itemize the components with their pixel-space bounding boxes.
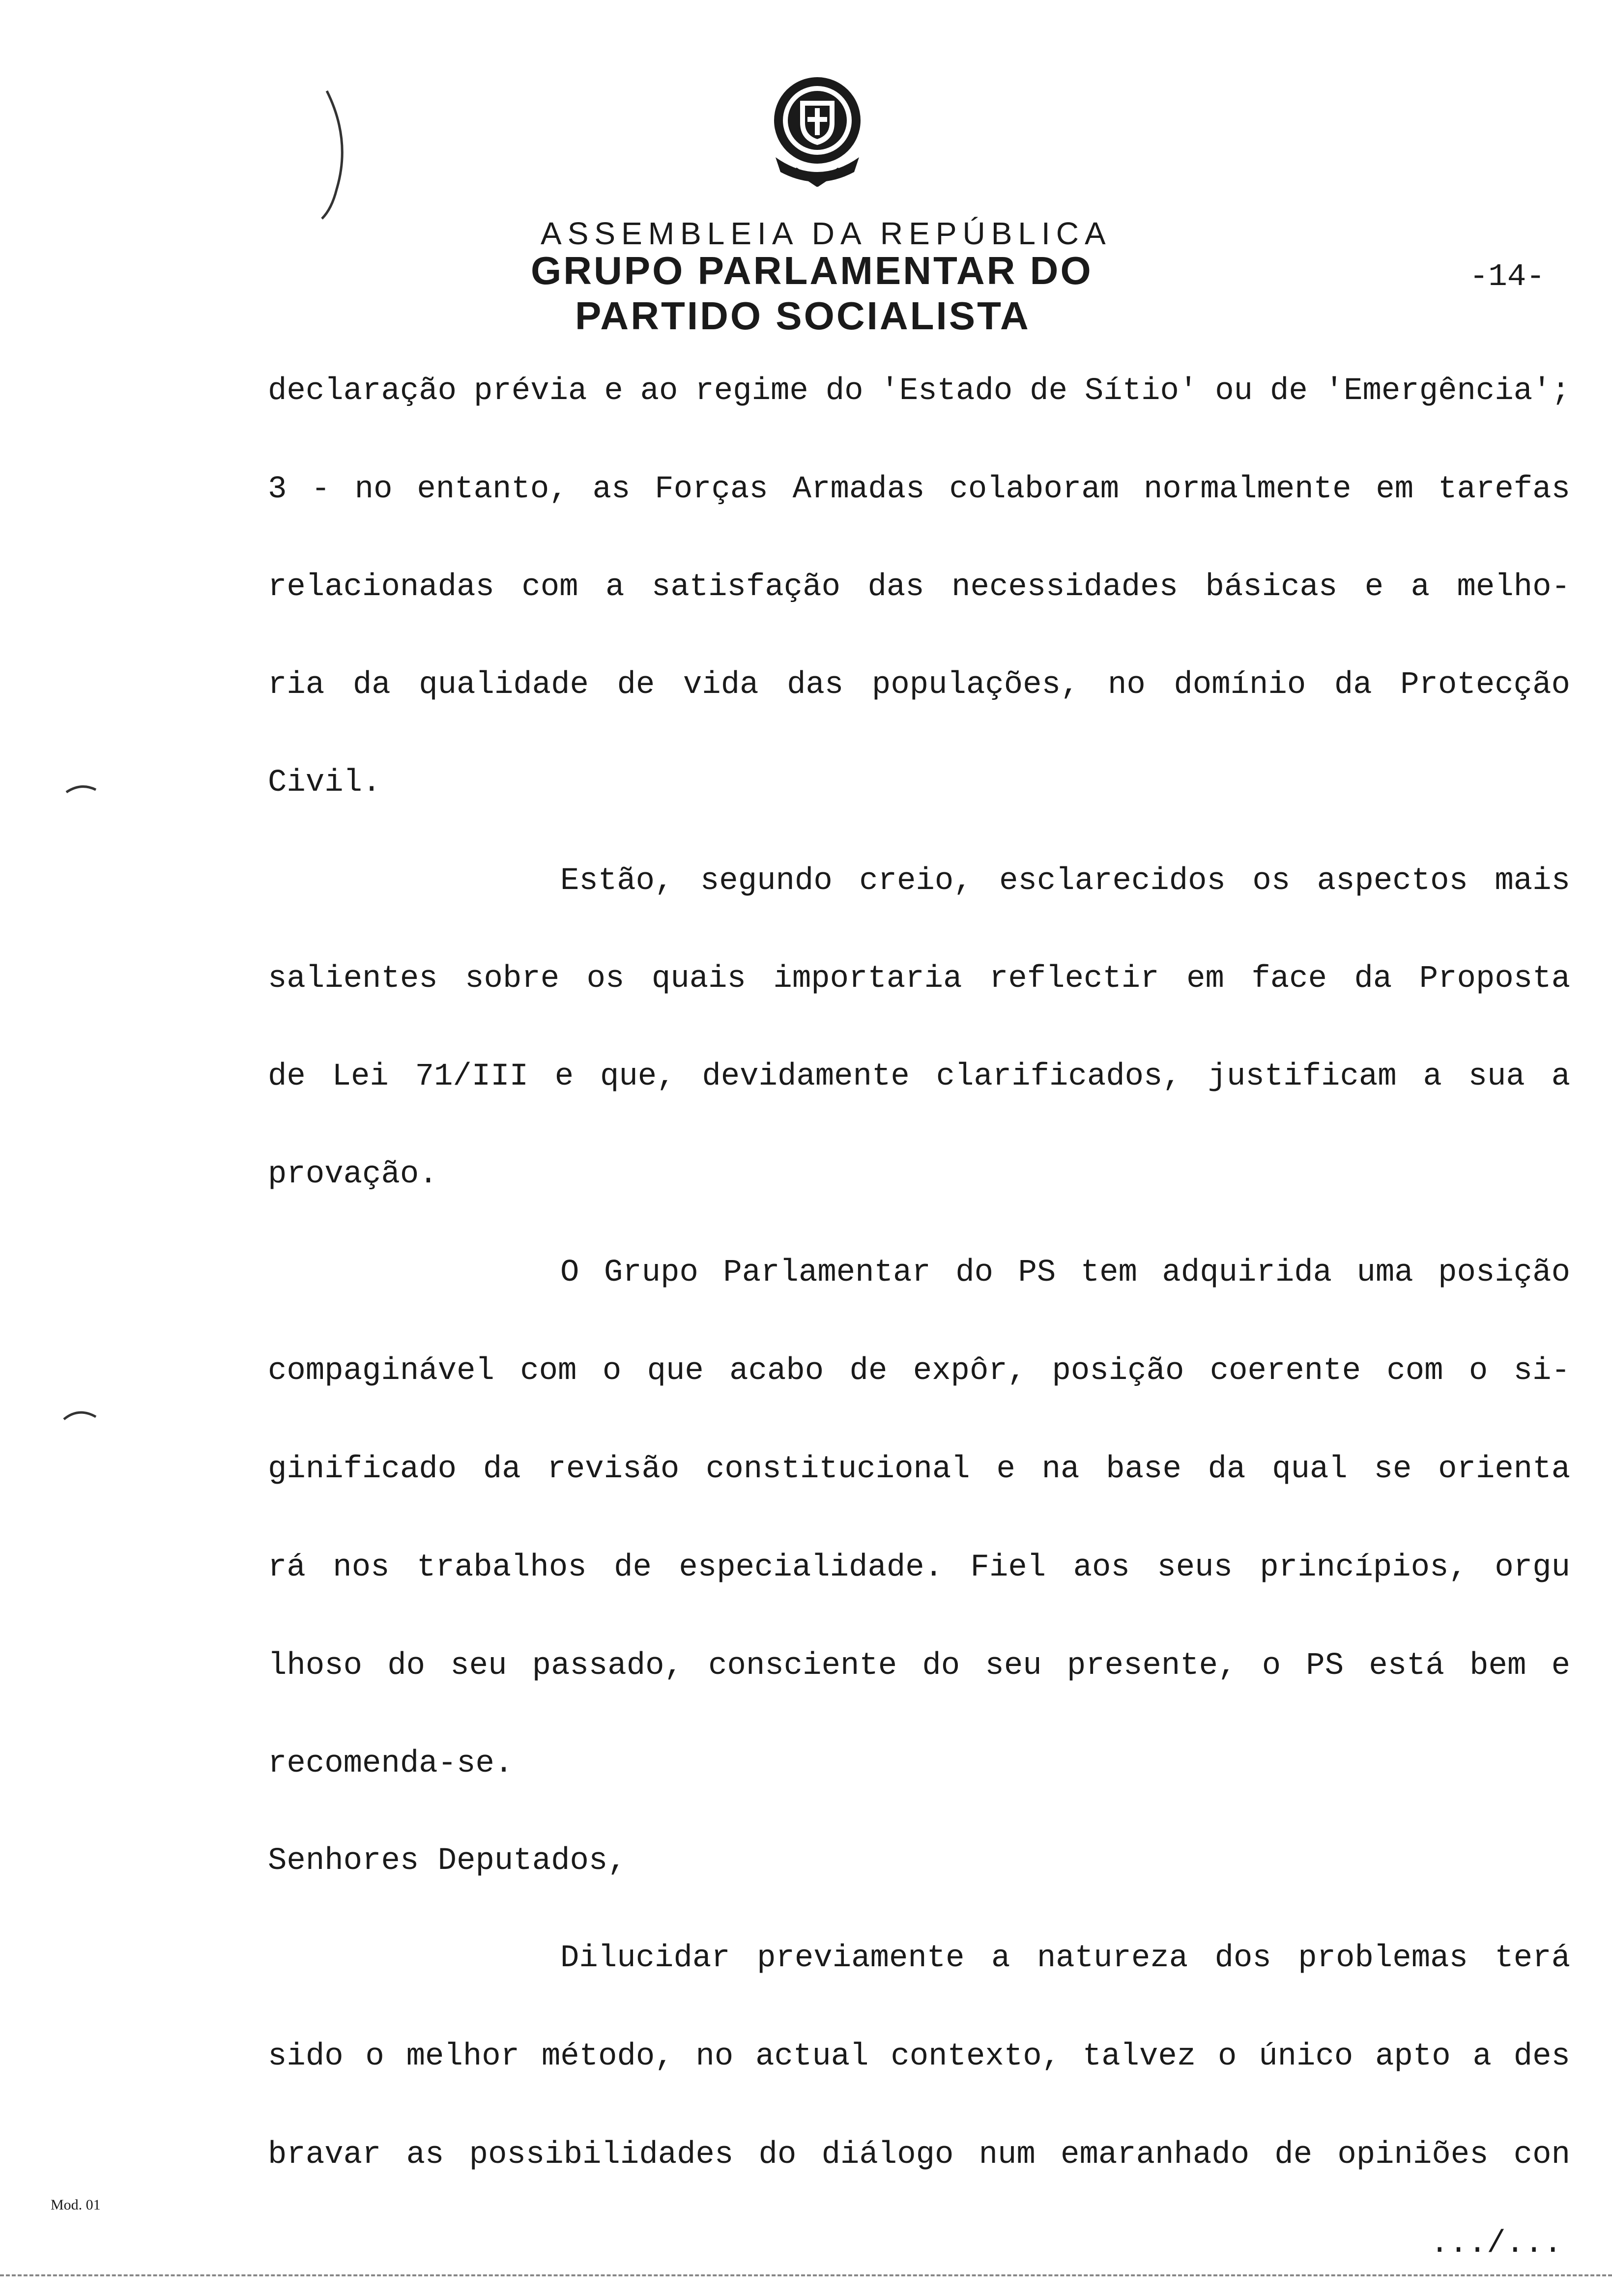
word: domínio <box>1174 667 1306 703</box>
word: natureza <box>1036 1941 1188 1976</box>
word: entanto, <box>417 472 568 507</box>
header-assembly-name: ASSEMBLEIA DA REPÚBLICA <box>541 216 1112 251</box>
word: posição <box>1052 1353 1184 1389</box>
text-line <box>560 861 1570 901</box>
bottom-edge-rule <box>0 2274 1612 2276</box>
word: Proposta <box>1419 961 1570 997</box>
text-line <box>268 470 1570 509</box>
word: no <box>1107 667 1146 703</box>
word: bravar <box>268 2137 381 2173</box>
text-line: recomenda-se. <box>268 1746 514 1781</box>
text-line <box>268 2135 1570 2175</box>
word: se <box>1374 1452 1412 1487</box>
word: 71/III <box>415 1059 528 1094</box>
word: adquirida <box>1162 1255 1332 1291</box>
word: do <box>825 373 864 409</box>
word: apto <box>1375 2039 1451 2074</box>
word: ao <box>640 373 678 409</box>
word: con <box>1513 2137 1570 2173</box>
word: talvez <box>1082 2039 1196 2074</box>
word: a <box>1472 2039 1492 2074</box>
word: melhor <box>406 2039 520 2074</box>
word: des <box>1513 2039 1570 2074</box>
word: populações, <box>871 667 1080 703</box>
text-line <box>268 1548 1570 1587</box>
word: Lei <box>332 1059 389 1094</box>
word: e <box>1551 1648 1570 1684</box>
word: esclarecidos <box>999 863 1226 899</box>
word: justificam <box>1208 1059 1397 1094</box>
word: aos <box>1073 1550 1130 1585</box>
word: que, <box>600 1059 676 1094</box>
word: possibilidades <box>469 2137 734 2173</box>
word: bem <box>1469 1648 1526 1684</box>
word: satisfação <box>651 570 840 605</box>
word: constitucional <box>706 1452 970 1487</box>
word: da <box>1334 667 1372 703</box>
word: face <box>1251 961 1327 997</box>
word: de <box>1269 373 1308 409</box>
word: PS <box>1018 1255 1056 1291</box>
word: da <box>1208 1452 1246 1487</box>
word: a <box>605 570 625 605</box>
word: rá <box>268 1550 306 1585</box>
word: as <box>406 2137 444 2173</box>
word: a <box>991 1941 1010 1976</box>
word: com <box>520 1353 577 1389</box>
word: opiniões <box>1337 2137 1489 2173</box>
word: posição <box>1438 1255 1570 1291</box>
text-line: provação. <box>268 1157 438 1192</box>
word: o <box>365 2039 384 2074</box>
word: Protecção <box>1400 667 1570 703</box>
word: previamente <box>757 1941 965 1976</box>
text-line <box>268 665 1570 705</box>
word: orgu <box>1495 1550 1570 1585</box>
page-number: -14- <box>1469 259 1545 295</box>
word: tarefas <box>1438 472 1570 507</box>
word: especialidade. <box>679 1550 944 1585</box>
word: segundo <box>700 863 833 899</box>
word: em <box>1376 472 1414 507</box>
word: de <box>617 667 655 703</box>
word: orienta <box>1438 1452 1570 1487</box>
word: e <box>604 373 623 409</box>
portuguese-coat-of-arms-icon <box>766 74 869 187</box>
word: consciente <box>708 1648 897 1684</box>
word: prévia <box>473 373 587 409</box>
word: os <box>1252 863 1291 899</box>
word: dos <box>1214 1941 1271 1976</box>
word: e <box>554 1059 574 1094</box>
word: nos <box>333 1550 390 1585</box>
word: com <box>1386 1353 1443 1389</box>
margin-tick-mark <box>61 1406 98 1423</box>
margin-bracket-mark <box>315 86 354 224</box>
text-line <box>268 568 1570 607</box>
word: declaração <box>268 373 457 409</box>
margin-tick-mark <box>64 781 98 796</box>
word: as <box>592 472 631 507</box>
word: si- <box>1513 1353 1570 1389</box>
word: O <box>560 1255 579 1291</box>
text-line <box>268 959 1570 999</box>
word: a <box>1410 570 1430 605</box>
word: sua <box>1468 1059 1525 1094</box>
word: que <box>647 1353 704 1389</box>
word: ria <box>268 667 325 703</box>
word: de <box>849 1353 888 1389</box>
word: seu <box>985 1648 1042 1684</box>
word: do <box>758 2137 797 2173</box>
word: - <box>311 472 330 507</box>
word: o <box>1218 2039 1237 2074</box>
text-line <box>560 1253 1570 1292</box>
word: Sítio' <box>1084 373 1198 409</box>
word: na <box>1041 1452 1080 1487</box>
word: do <box>955 1255 994 1291</box>
word: aspectos <box>1317 863 1468 899</box>
word: compaginável <box>268 1353 494 1389</box>
word: presente, <box>1066 1648 1237 1684</box>
word: o <box>602 1353 622 1389</box>
word: importaria <box>773 961 962 997</box>
word: necessidades <box>951 570 1178 605</box>
word: o <box>1468 1353 1488 1389</box>
word: reflectir <box>989 961 1159 997</box>
continuation-mark: .../... <box>1430 2226 1562 2262</box>
word: Armadas <box>792 472 925 507</box>
word: de <box>1030 373 1067 409</box>
word: melho- <box>1457 570 1570 605</box>
word: princípios, <box>1260 1550 1468 1585</box>
word: de <box>268 1059 306 1094</box>
header-party-name: PARTIDO SOCIALISTA <box>575 294 1031 338</box>
word: 3 <box>268 472 287 507</box>
word: os <box>586 961 625 997</box>
word: e <box>1364 570 1384 605</box>
word: acabo <box>729 1353 824 1389</box>
word: emaranhado <box>1061 2137 1250 2173</box>
word: Fiel <box>970 1550 1046 1585</box>
word: básicas <box>1205 570 1338 605</box>
word: das <box>787 667 844 703</box>
text-line <box>268 1351 1570 1391</box>
word: de <box>1274 2137 1313 2173</box>
word: relacionadas <box>268 570 494 605</box>
word: 'Estado <box>880 373 1013 409</box>
word: base <box>1106 1452 1181 1487</box>
word: Dilucidar <box>560 1941 730 1976</box>
word: em <box>1186 961 1224 997</box>
word: problemas <box>1298 1941 1468 1976</box>
word: sido <box>268 2039 344 2074</box>
word: creio, <box>859 863 973 899</box>
word: qualidade <box>419 667 589 703</box>
word: de <box>614 1550 652 1585</box>
word: seu <box>450 1648 507 1684</box>
word: o <box>1262 1648 1281 1684</box>
word: PS <box>1306 1648 1344 1684</box>
word: no <box>695 2039 734 2074</box>
word: clarificados, <box>936 1059 1181 1094</box>
salutation: Senhores Deputados, <box>268 1843 627 1879</box>
word: único <box>1259 2039 1353 2074</box>
word: Forças <box>655 472 768 507</box>
text-line: Civil. <box>268 765 381 801</box>
text-line <box>560 1939 1570 1978</box>
word: colaboram <box>949 472 1120 507</box>
text-line <box>268 1646 1570 1686</box>
word: contexto, <box>891 2039 1061 2074</box>
word: vida <box>683 667 759 703</box>
word: revisão <box>547 1452 680 1487</box>
word: Estão, <box>560 863 674 899</box>
text-line <box>268 1057 1570 1096</box>
word: Parlamentar <box>723 1255 931 1291</box>
word: coerente <box>1209 1353 1361 1389</box>
word: e <box>996 1452 1015 1487</box>
word: das <box>867 570 924 605</box>
word: da <box>352 667 391 703</box>
text-line <box>268 1450 1570 1489</box>
word: normalmente <box>1144 472 1352 507</box>
word: diálogo <box>821 2137 954 2173</box>
word: seus <box>1157 1550 1233 1585</box>
word: método, <box>541 2039 674 2074</box>
word: devidamente <box>702 1059 910 1094</box>
word: com <box>521 570 578 605</box>
word: quais <box>651 961 746 997</box>
word: do <box>922 1648 960 1684</box>
word: ginificado <box>268 1452 457 1487</box>
word: num <box>979 2137 1036 2173</box>
word: salientes <box>268 961 438 997</box>
word: a <box>1551 1059 1570 1094</box>
word: regime <box>695 373 808 409</box>
word: 'Emergência'; <box>1324 373 1570 409</box>
word: do <box>387 1648 426 1684</box>
word: tem <box>1080 1255 1137 1291</box>
word: a <box>1423 1059 1442 1094</box>
word: da <box>483 1452 521 1487</box>
form-code: Mod. 01 <box>51 2197 101 2213</box>
text-line <box>268 372 1570 411</box>
word: expôr, <box>913 1353 1027 1389</box>
word: uma <box>1356 1255 1413 1291</box>
word: qual <box>1272 1452 1348 1487</box>
word: terá <box>1495 1941 1570 1976</box>
word: actual <box>755 2039 869 2074</box>
word: Grupo <box>604 1255 698 1291</box>
word: no <box>354 472 393 507</box>
text-line <box>268 2037 1570 2076</box>
word: sobre <box>465 961 560 997</box>
word: ou <box>1215 373 1253 409</box>
header-group-name: GRUPO PARLAMENTAR DO <box>531 249 1093 292</box>
word: trabalhos <box>416 1550 587 1585</box>
word: passado, <box>532 1648 683 1684</box>
word: mais <box>1495 863 1570 899</box>
word: da <box>1354 961 1392 997</box>
word: lhoso <box>268 1648 363 1684</box>
word: está <box>1369 1648 1444 1684</box>
